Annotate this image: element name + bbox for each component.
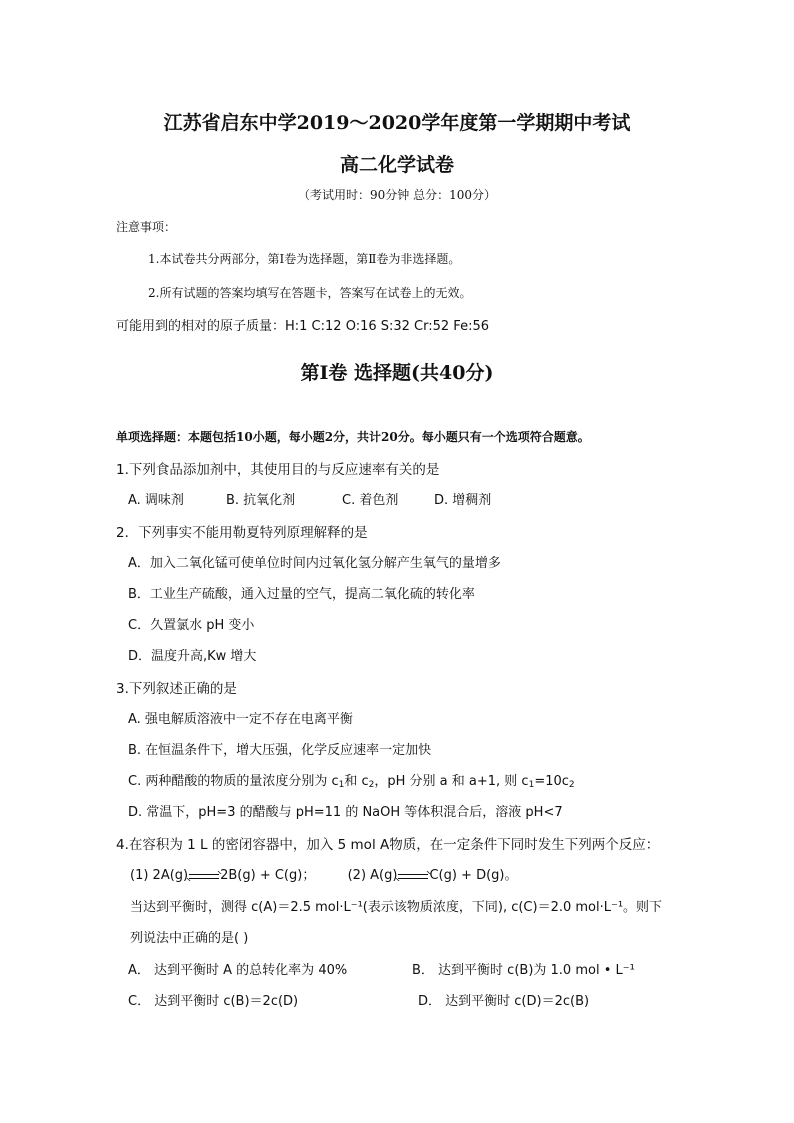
reaction-2-left: (2) A(g) (347, 868, 398, 883)
option-a: A. 调味剂 (128, 493, 184, 508)
exam-title: 江苏省启东中学2019～2020学年度第一学期期中考试 (163, 112, 631, 134)
option-a: A. 强电解质溶液中一定不存在电离平衡 (128, 712, 353, 727)
option-c: C．久置氯水 pH 变小 (128, 618, 255, 633)
option-b: B. 抗氧化剂 (226, 493, 296, 508)
reaction-2-right: C(g) + D(g)。 (429, 868, 518, 883)
option-d: D．温度升高,Kw 增大 (128, 649, 257, 664)
option-b: B． 达到平衡时 c(B)为 1.0 mol • L⁻¹ (412, 963, 635, 978)
question-4-condition-line-2: 列说法中正确的是( ) (130, 931, 249, 946)
atomic-mass-line: 可能用到的相对的原子质量：H:1 C:12 O:16 S:32 Cr:52 Fe:56 (116, 319, 489, 334)
option-a: A． 达到平衡时 A 的总转化率为 40% (128, 963, 348, 978)
question-1-options (128, 489, 491, 508)
exam-info: （考试用时：90分钟 总分：100分） (298, 188, 496, 202)
option-d: D. 常温下，pH=3 的醋酸与 pH=11 的 NaOH 等体积混合后，溶液 pH<7 (128, 805, 563, 820)
option-d: D． 达到平衡时 c(D)＝2c(B) (418, 994, 590, 1009)
question-4-condition-line-1: 当达到平衡时，测得 c(A)＝2.5 mol·L⁻¹(表示该物质浓度，下同), c(C)＝2.0 mol·L⁻¹。则下 (130, 900, 663, 915)
section-title: 第Ⅰ卷 选择题(共40分) (300, 362, 494, 384)
option-b: B. 在恒温条件下，增大压强，化学反应速率一定加快 (128, 743, 432, 758)
exam-subtitle: 高二化学试卷 (339, 154, 454, 176)
reaction-1-right: 2B(g) + C(g)； (220, 868, 316, 883)
option-d: D. 增稠剂 (434, 493, 492, 508)
question-3-stem: 3.下列叙述正确的是 (116, 681, 237, 697)
option-b: B．工业生产硫酸，通入过量的空气，提高二氧化硫的转化率 (128, 587, 475, 602)
question-4-options-row-1 (128, 959, 635, 978)
notes-heading: 注意事项： (116, 220, 177, 234)
option-a: A．加入二氧化锰可使单位时间内过氧化氢分解产生氧气的量增多 (128, 556, 501, 571)
question-4-stem: 4.在容积为 1 L 的密闭容器中，加入 5 mol A物质，在一定条件下同时发生下列两个反应： (116, 837, 660, 853)
equilibrium-arrow-icon (398, 872, 428, 880)
option-c: C. 两种醋酸的物质的量浓度分别为 $c_1$和 $c_2$，pH 分别 a 和 a+1, 则 $c_1=10c_2$ (128, 774, 575, 790)
question-1-stem: 1.下列食品添加剂中，其使用目的与反应速率有关的是 (116, 462, 440, 478)
question-2-stem: 2．下列事实不能用勒夏特列原理解释的是 (116, 525, 368, 541)
question-4-options-row-2 (128, 990, 589, 1009)
option-c: C. 着色剂 (342, 493, 399, 508)
option-c: C． 达到平衡时 c(B)＝2c(D) (128, 994, 299, 1009)
reaction-equations (130, 864, 518, 883)
note-item-2: 2.所有试题的答案均填写在答题卡，答案写在试卷上的无效。 (148, 286, 472, 300)
reaction-1-left: (1) 2A(g) (130, 868, 189, 883)
section-instruction: 单项选择题：本题包括10小题，每小题2分，共计20分。每小题只有一个选项符合题意。 (116, 430, 590, 444)
equilibrium-arrow-icon (189, 872, 219, 880)
note-item-1: 1.本试卷共分两部分，第Ⅰ卷为选择题，第Ⅱ卷为非选择题。 (148, 252, 461, 266)
